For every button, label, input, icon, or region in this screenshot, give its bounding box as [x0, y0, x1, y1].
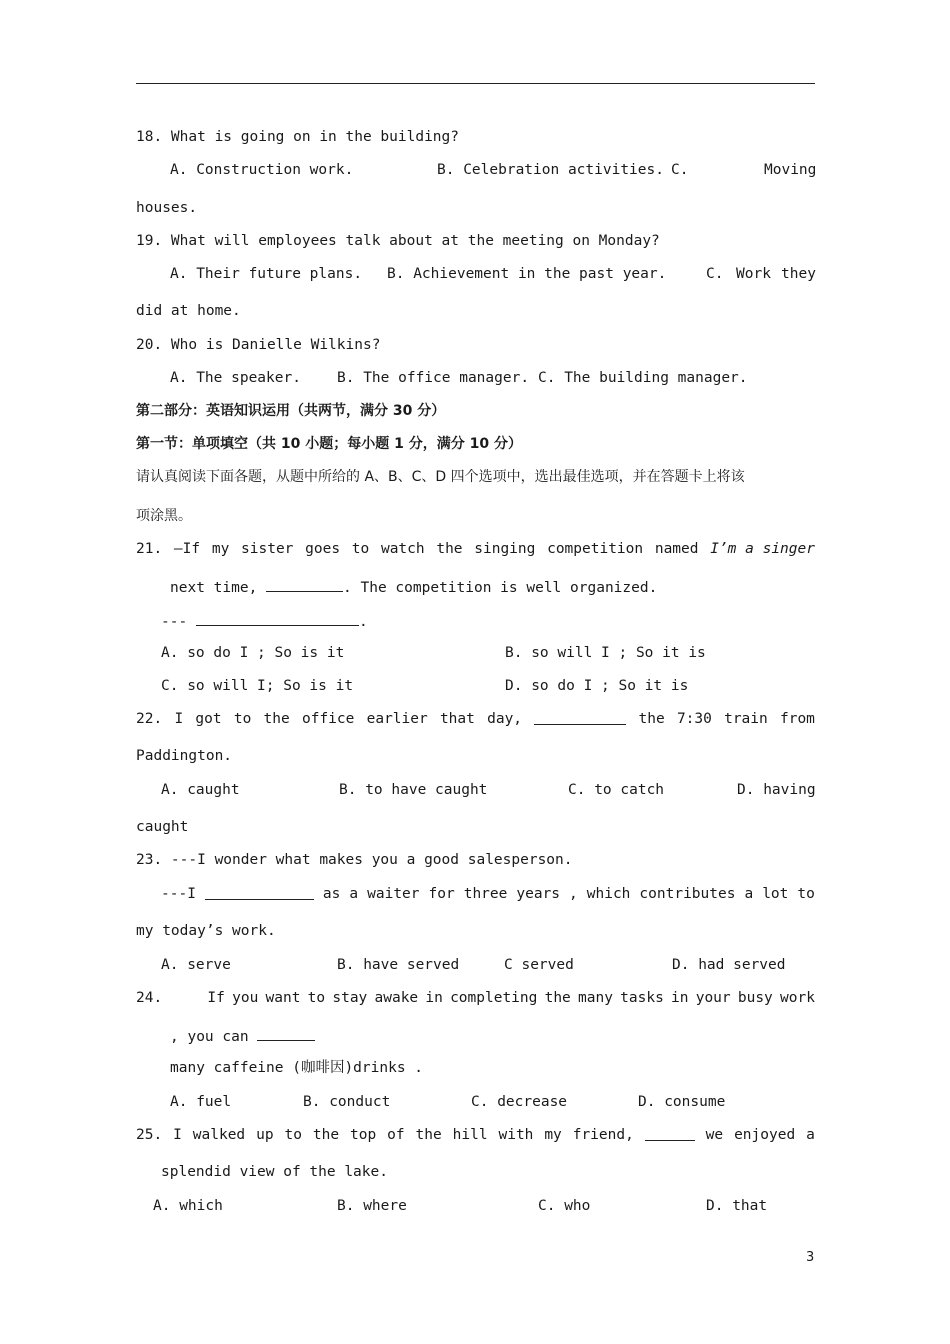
- q22-option-c: C. to catch: [568, 782, 665, 798]
- q23-word: which: [586, 886, 631, 902]
- q24-word: busy: [737, 990, 773, 1006]
- q19-option-a: A. Their future plans.: [170, 266, 363, 282]
- q22-word: 7:30: [676, 711, 712, 727]
- q21-option-a: A. so do I ; So is it: [161, 645, 345, 661]
- q25-word: walked: [192, 1127, 246, 1143]
- q23-option-d: D. had served: [672, 957, 786, 973]
- q22-option-a: A. caught: [161, 782, 240, 798]
- q23-word: as: [322, 886, 341, 902]
- q24-word: stay: [332, 990, 368, 1006]
- q22-stem-line1: [136, 710, 815, 728]
- q24-line2-text: , you can: [170, 1029, 249, 1045]
- q21-option-d: D. so do I ; So it is: [505, 678, 689, 694]
- q23-stem-line3: my today’s work.: [136, 923, 276, 939]
- q23-option-c: C served: [504, 957, 574, 973]
- q24-word: in: [425, 990, 443, 1006]
- q21-option-c: C. so will I; So is it: [161, 678, 354, 694]
- q21-show-title: I’m a singer: [710, 541, 815, 557]
- q22-word: 22.: [136, 711, 163, 727]
- q25-stem-line1: [136, 1126, 815, 1144]
- q24-word: completing: [450, 990, 538, 1006]
- q23-word: for: [428, 886, 455, 902]
- q21-dash: ---: [161, 614, 188, 630]
- q25-word: of: [387, 1127, 405, 1143]
- q24-stem-line1: [136, 989, 815, 1007]
- q23-word: a: [744, 886, 754, 902]
- header-rule: [136, 83, 815, 84]
- q21-word: singing: [474, 541, 536, 557]
- q25-word: top: [350, 1127, 377, 1143]
- q25-option-b: B. where: [337, 1198, 407, 1214]
- q21-word: the: [436, 541, 463, 557]
- q22-word: that: [439, 711, 475, 727]
- q22-option-d-cont: caught: [136, 819, 189, 835]
- q21-option-b: B. so will I ; So it is: [505, 645, 706, 661]
- q25-option-a: A. which: [153, 1198, 223, 1214]
- q20-option-c: C. The building manager.: [538, 370, 748, 386]
- q23-word: to: [797, 886, 815, 902]
- q22-word: day,: [487, 711, 523, 727]
- q19-option-c-word1: Work: [736, 266, 771, 282]
- q21-word: –If: [173, 541, 201, 557]
- q21-word: competition: [547, 541, 644, 557]
- q19-option-b: B. Achievement in the past year.: [387, 266, 667, 282]
- q18-option-b: B. Celebration activities.: [437, 162, 664, 178]
- q23-stem-line2: [161, 885, 815, 903]
- q23-word: lot: [762, 886, 789, 902]
- q24-word: want: [265, 990, 301, 1006]
- q23-word: years: [516, 886, 561, 902]
- q25-word: my: [544, 1127, 562, 1143]
- q19-option-c-label: C.: [706, 266, 724, 282]
- q23-word: ,: [569, 886, 578, 902]
- q23-word: waiter: [367, 886, 420, 902]
- q23-option-b: B. have served: [337, 957, 460, 973]
- q25-word: enjoyed: [734, 1127, 796, 1143]
- q23-word: contributes: [639, 886, 736, 902]
- q25-word: we: [705, 1127, 724, 1143]
- q21-line2-start: next time,: [170, 580, 258, 596]
- q24-option-a: A. fuel: [170, 1094, 232, 1110]
- q21-word: sister: [241, 541, 294, 557]
- q22-word: from: [779, 711, 815, 727]
- q20-option-b: B. The office manager.: [337, 370, 530, 386]
- q22-stem-line2: Paddington.: [136, 748, 233, 764]
- q23-word: three: [463, 886, 508, 902]
- q20-option-a: A. The speaker.: [170, 370, 301, 386]
- q21-stem-line1: [136, 540, 815, 558]
- q23-option-a: A. serve: [161, 957, 231, 973]
- q22-word: office: [301, 711, 355, 727]
- q24-word: you: [232, 990, 259, 1006]
- q25-stem-line2: splendid view of the lake.: [161, 1164, 388, 1180]
- q21-line2-end: . The competition is well organized.: [343, 580, 658, 596]
- page-number: 3: [806, 1250, 815, 1265]
- q22-word: the: [638, 711, 665, 727]
- q24-word: awake: [374, 990, 419, 1006]
- q25-word: to: [284, 1127, 302, 1143]
- q25-option-d: D. that: [706, 1198, 768, 1214]
- q24-word: work: [780, 990, 815, 1006]
- q24-number: 24.: [136, 990, 163, 1006]
- q24-option-b: B. conduct: [303, 1094, 391, 1110]
- q21-blank: [266, 577, 343, 592]
- q25-option-c: C. who: [538, 1198, 591, 1214]
- q21-response-line: --- .: [161, 611, 368, 631]
- q25-word: friend,: [572, 1127, 634, 1143]
- q21-word: watch: [380, 541, 425, 557]
- q24-word: If: [207, 990, 225, 1006]
- q22-word: to: [233, 711, 252, 727]
- q22-option-b: B. to have caught: [339, 782, 488, 798]
- q18-option-c-text: Moving: [764, 162, 817, 178]
- q19-option-c-cont: did at home.: [136, 303, 241, 319]
- q25-blank: [645, 1126, 695, 1141]
- q25-word: 25.: [136, 1127, 163, 1143]
- q25-word: a: [806, 1127, 815, 1143]
- q23-stem: 23. ---I wonder what makes you a good salesperson.: [136, 852, 573, 868]
- q19-stem: 19. What will employees talk about at the meeting on Monday?: [136, 233, 660, 249]
- q20-stem: 20. Who is Danielle Wilkins?: [136, 337, 381, 353]
- q24-word: your: [695, 990, 731, 1006]
- q25-word: I: [173, 1127, 182, 1143]
- q18-option-a: A. Construction work.: [170, 162, 354, 178]
- q18-option-c-label: C.: [671, 162, 689, 178]
- q22-word: got: [195, 711, 222, 727]
- q24-word: to: [307, 990, 326, 1006]
- q22-word: the: [263, 711, 290, 727]
- q25-word: the: [312, 1127, 340, 1143]
- q24-stem-line3: many caffeine (咖啡因)drinks .: [170, 1060, 424, 1076]
- q21-response-blank: [196, 611, 359, 626]
- q24-option-c: C. decrease: [471, 1094, 568, 1110]
- q24-stem-line2: [170, 1026, 315, 1046]
- q19-option-c-word2: they: [781, 266, 816, 282]
- q24-word: the: [544, 990, 571, 1006]
- q21-word: named: [654, 541, 699, 557]
- q22-word: I: [174, 711, 184, 727]
- q22-word: train: [724, 711, 768, 727]
- q25-word: up: [256, 1127, 274, 1143]
- q21-number: 21.: [136, 541, 163, 557]
- q24-word: many: [578, 990, 613, 1006]
- q24-blank: [257, 1026, 315, 1041]
- q25-word: hill: [452, 1127, 488, 1143]
- instructions-line1: 请认真阅读下面各题，从题中所给的 A、B、C、D 四个选项中，选出最佳选项，并在答题卡上将该: [136, 469, 745, 485]
- section1-heading: 第一节：单项填空（共 10 小题；每小题 1 分，满分 10 分）: [136, 436, 522, 452]
- q22-blank: [534, 710, 626, 725]
- q22-option-d: D. having: [737, 782, 816, 798]
- q25-word: with: [498, 1127, 534, 1143]
- q24-word: tasks: [620, 990, 664, 1006]
- q23-blank: [205, 885, 314, 900]
- q23-word: a: [349, 886, 359, 902]
- q18-stem: 18. What is going on in the building?: [136, 129, 460, 145]
- q21-stem-line2: [170, 577, 657, 597]
- q21-word: my: [211, 541, 230, 557]
- q24-option-d: D. consume: [638, 1094, 726, 1110]
- q18-option-c-cont: houses.: [136, 200, 198, 216]
- instructions-line2: 项涂黑。: [136, 508, 192, 524]
- q24-word: in: [671, 990, 689, 1006]
- q22-word: earlier: [366, 711, 428, 727]
- part2-heading: 第二部分：英语知识运用（共两节，满分 30 分）: [136, 403, 446, 419]
- q25-word: the: [415, 1127, 442, 1143]
- q23-word: ---I: [161, 886, 196, 902]
- q21-word: goes: [305, 541, 341, 557]
- q21-word: to: [351, 541, 370, 557]
